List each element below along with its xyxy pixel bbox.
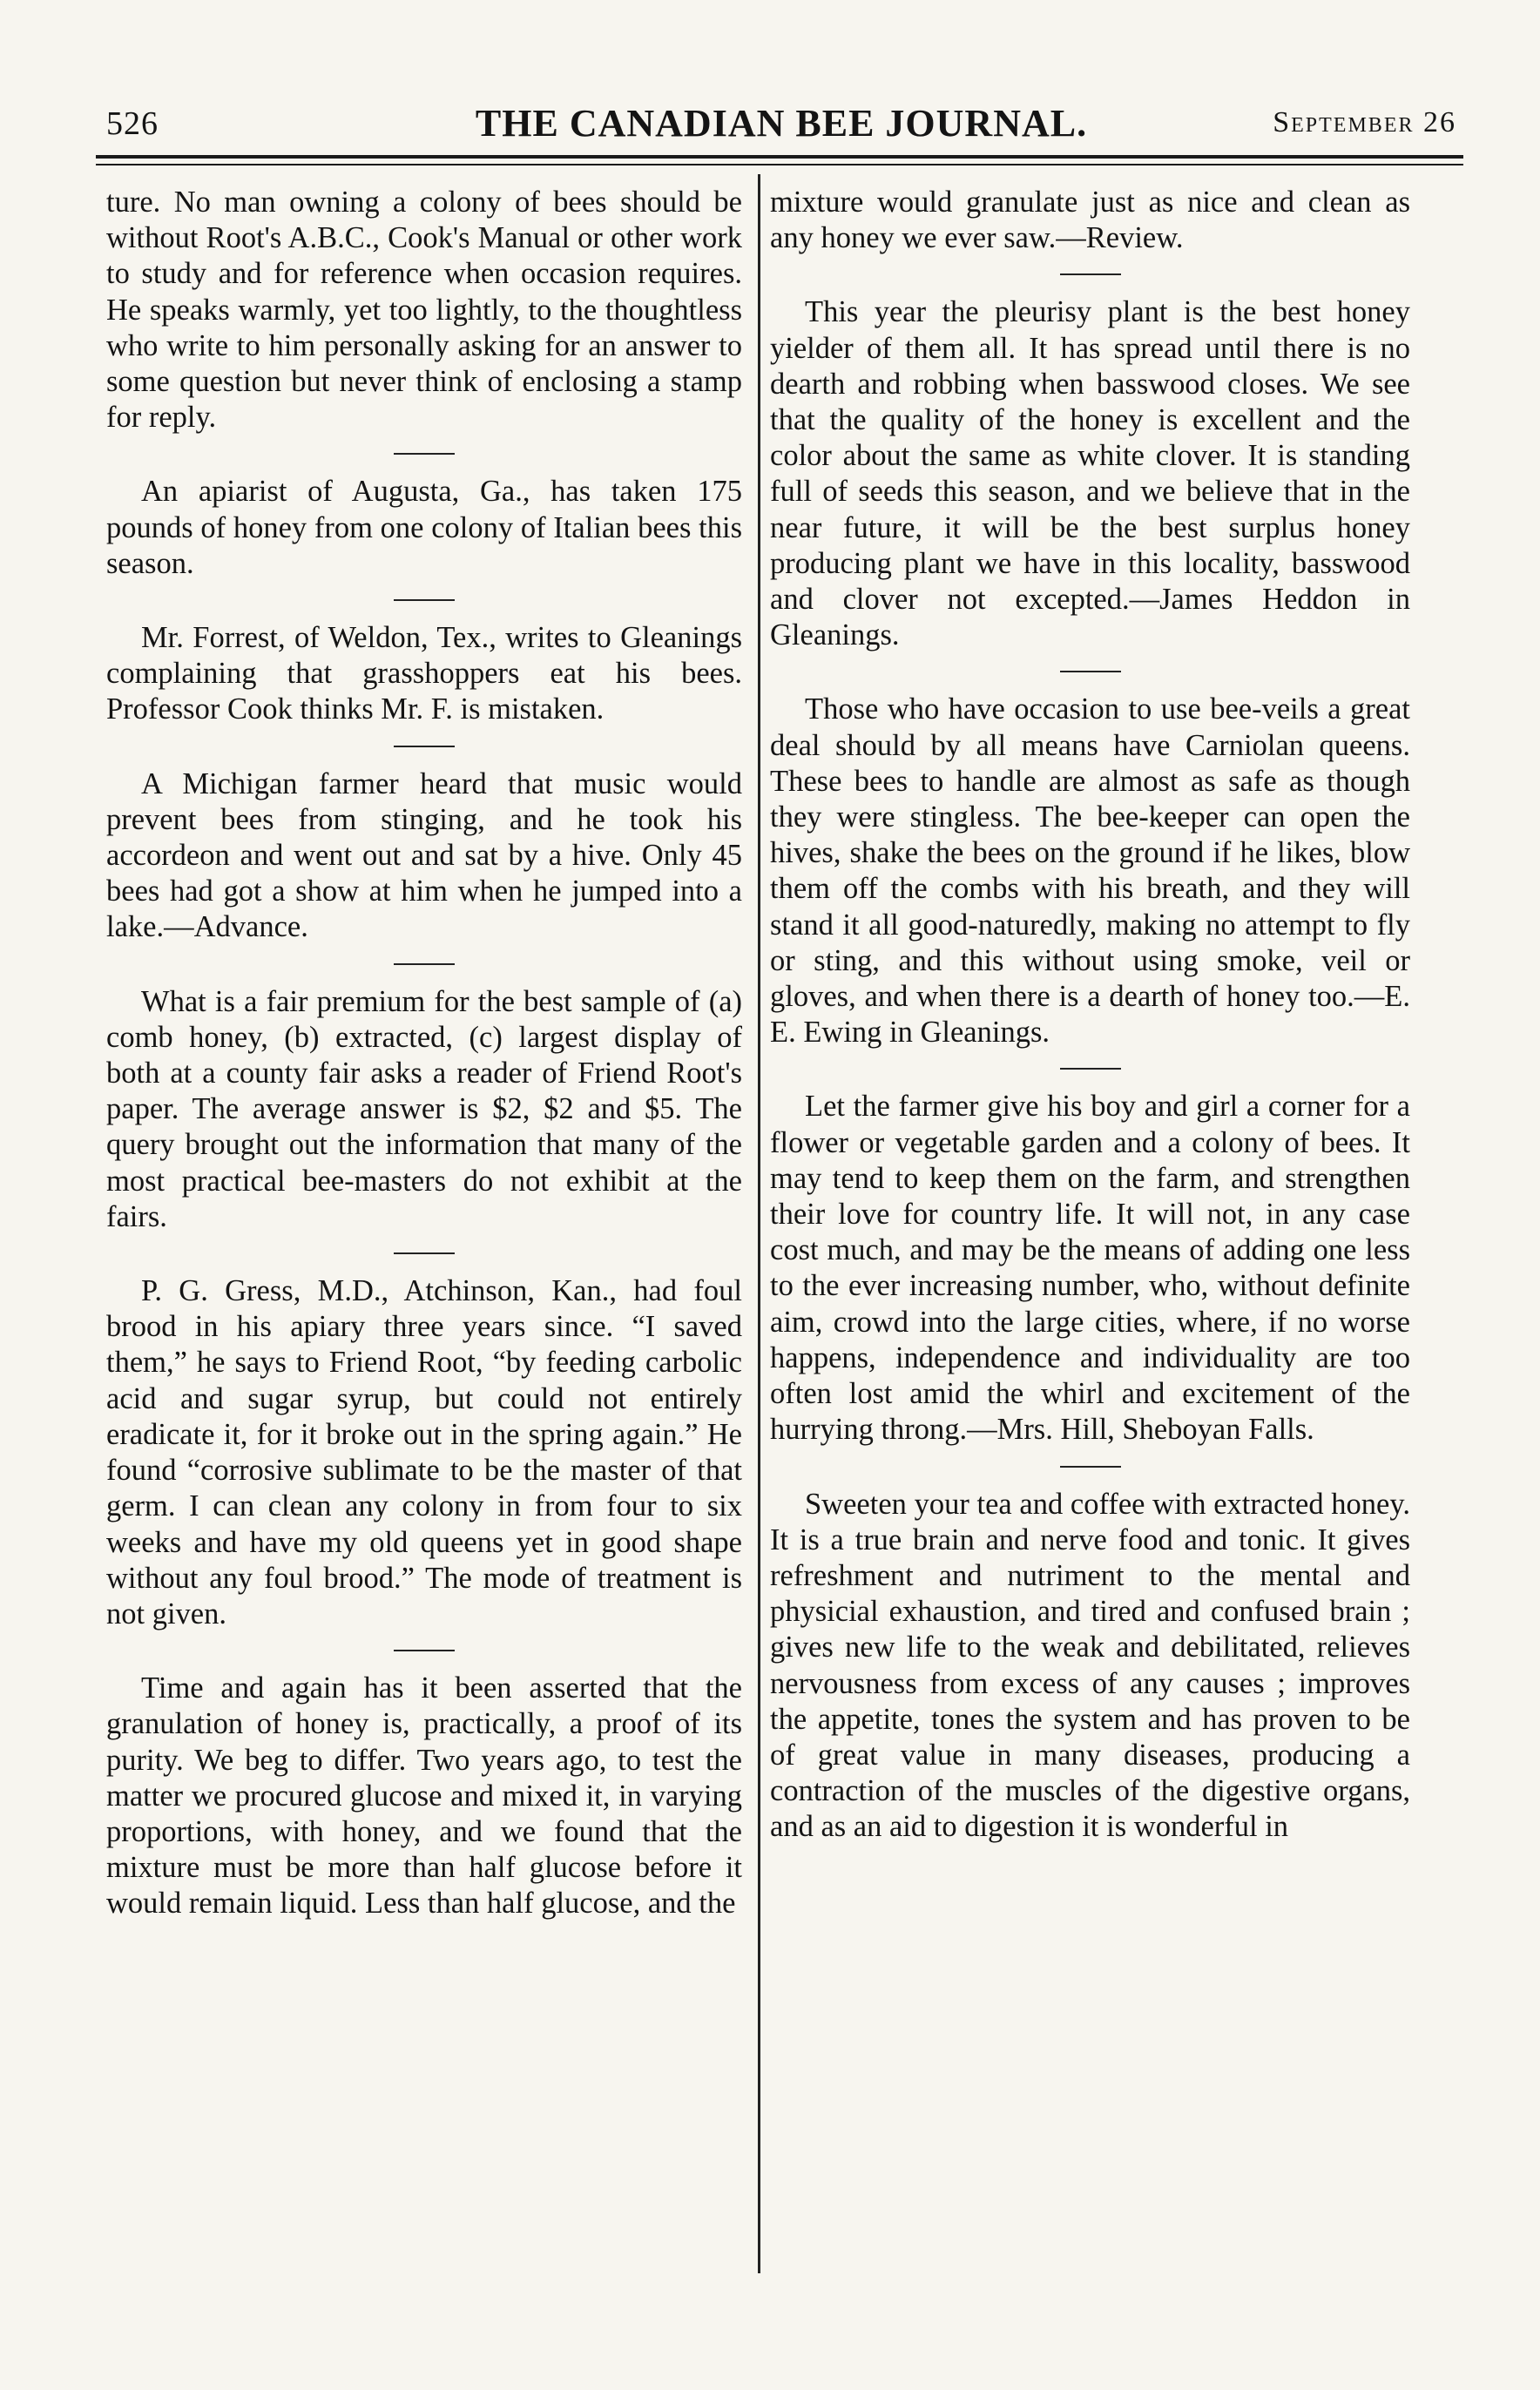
paragraph: This year the pleurisy plant is the best honey yielder of them all. It has spread until there is no dearth and robbing when basswood closes. We see that the quality of the honey is excellent and the color about the same as white clover. It is standing full of seeds this season, and we believe that in the near future, it will be the best surplus honey producing plant we have in this locality, basswood and clover not excepted.—James Heddon in Gleanings. [770,295,1410,652]
journal-title: THE CANADIAN BEE JOURNAL. [475,102,1088,145]
paragraph: An apiarist of Augusta, Ga., has taken 175 pounds of honey from one colony of Italian bees this season. [106,475,742,580]
header-rule-thick [96,155,1463,159]
separator-rule [394,746,455,747]
separator-rule [394,1650,455,1651]
paragraph: What is a fair premium for the best sample of (a) comb honey, (b) extracted, (c) largest display of both at a county fair asks a reader of Friend Root's paper. The average answer is $2, $2 and $5. The query brought out the information that many of the most practical bee-masters do not exhibit at the fairs. [106,984,742,1233]
issue-date: September 26 [1273,106,1456,138]
separator-rule [394,963,455,965]
separator-rule [394,453,455,455]
page-number: 526 [106,105,159,142]
paragraph: Sweeten your tea and coffee with extracted honey. It is a true brain and nerve food and tonic. It gives refreshment and nutriment to the mental and physicial exhaustion, and tired and confused brain ; gives new life to the weak and debilitated, relieves nervousness from excess of any causes ; improves the appetite, tones the system and has proven to be of great value in many diseases, producing a contraction of the muscles of the digestive organs, and as an aid to digestion it is wonderful in [770,1487,1410,1844]
separator-rule [394,599,455,601]
paragraph: P. G. Gress, M.D., Atchinson, Kan., had foul brood in his apiary three years since. “I saved them,” he says to Friend Root, “by feeding carbolic acid and sugar syrup, but could not entirely eradicate it, for it broke out in the spring again.” He found “corrosive sublimate to be the master of that germ. I can clean any colony in from four to six weeks and have my old queens yet in good shape without any foul brood.” The mode of treatment is not given. [106,1274,742,1630]
separator-rule [1060,1068,1121,1070]
column-divider [758,174,760,2273]
paragraph: Those who have occasion to use bee-veils a great deal should by all means have Carniolan queens. These bees to handle are almost as safe as though they were stingless. The bee-keeper can open the hives, shake the bees on the ground if he likes, blow them off the combs with his breath, and they will stand it all good-naturedly, making no attempt to fly or sting, and this without using smoke, veil or gloves, and when there is a dearth of honey too.—E. E. Ewing in Gleanings. [770,692,1410,1050]
separator-rule [394,1252,455,1254]
paragraph: mixture would granulate just as nice and clean as any honey we ever saw.—Review. [770,186,1410,255]
paragraph: A Michigan farmer heard that music would prevent bees from stinging, and he took his accordeon and went out and sat by a hive. Only 45 bees had got a show at him when he jumped into a lake.—Advance. [106,766,742,944]
paragraph: Let the farmer give his boy and girl a corner for a flower or vegetable garden and a colony of bees. It may tend to keep them on the farm, and strengthen their love for country life. It will not, in any case cost much, and may be the means of adding one less to the ever increasing number, who, without definite aim, crowd into the large cities, where, if no worse happens, independence and individuality are too often lost amid the whirl and excitement of the hurrying throng.—Mrs. Hill, Sheboyan Falls. [770,1090,1410,1447]
separator-rule [1060,273,1121,275]
page-header [106,98,1456,150]
separator-rule [1060,671,1121,672]
header-rule-thin [96,164,1463,165]
paragraph: Time and again has it been asserted that the granulation of honey is, practically, a proof of its purity. We beg to differ. Two years ago, to test the matter we procured glucose and mixed it, in varying proportions, with honey, and we found that the mixture must be more than half glucose before it would remain liquid. Less than half glucose, and the [106,1671,742,1921]
separator-rule [1060,1466,1121,1468]
right-column [770,185,1410,1846]
paragraph: Mr. Forrest, of Weldon, Tex., writes to Gleanings complaining that grasshoppers eat his bees. Professor Cook thinks Mr. F. is mistaken. [106,621,742,726]
left-column [106,185,742,1922]
paragraph: ture. No man owning a colony of bees should be without Root's A.B.C., Cook's Manual or other work to study and for reference when occasion requires. He speaks warmly, yet too lightly, to the thoughtless who write to him personally asking for an answer to some question but never think of enclosing a stamp for reply. [106,186,742,435]
